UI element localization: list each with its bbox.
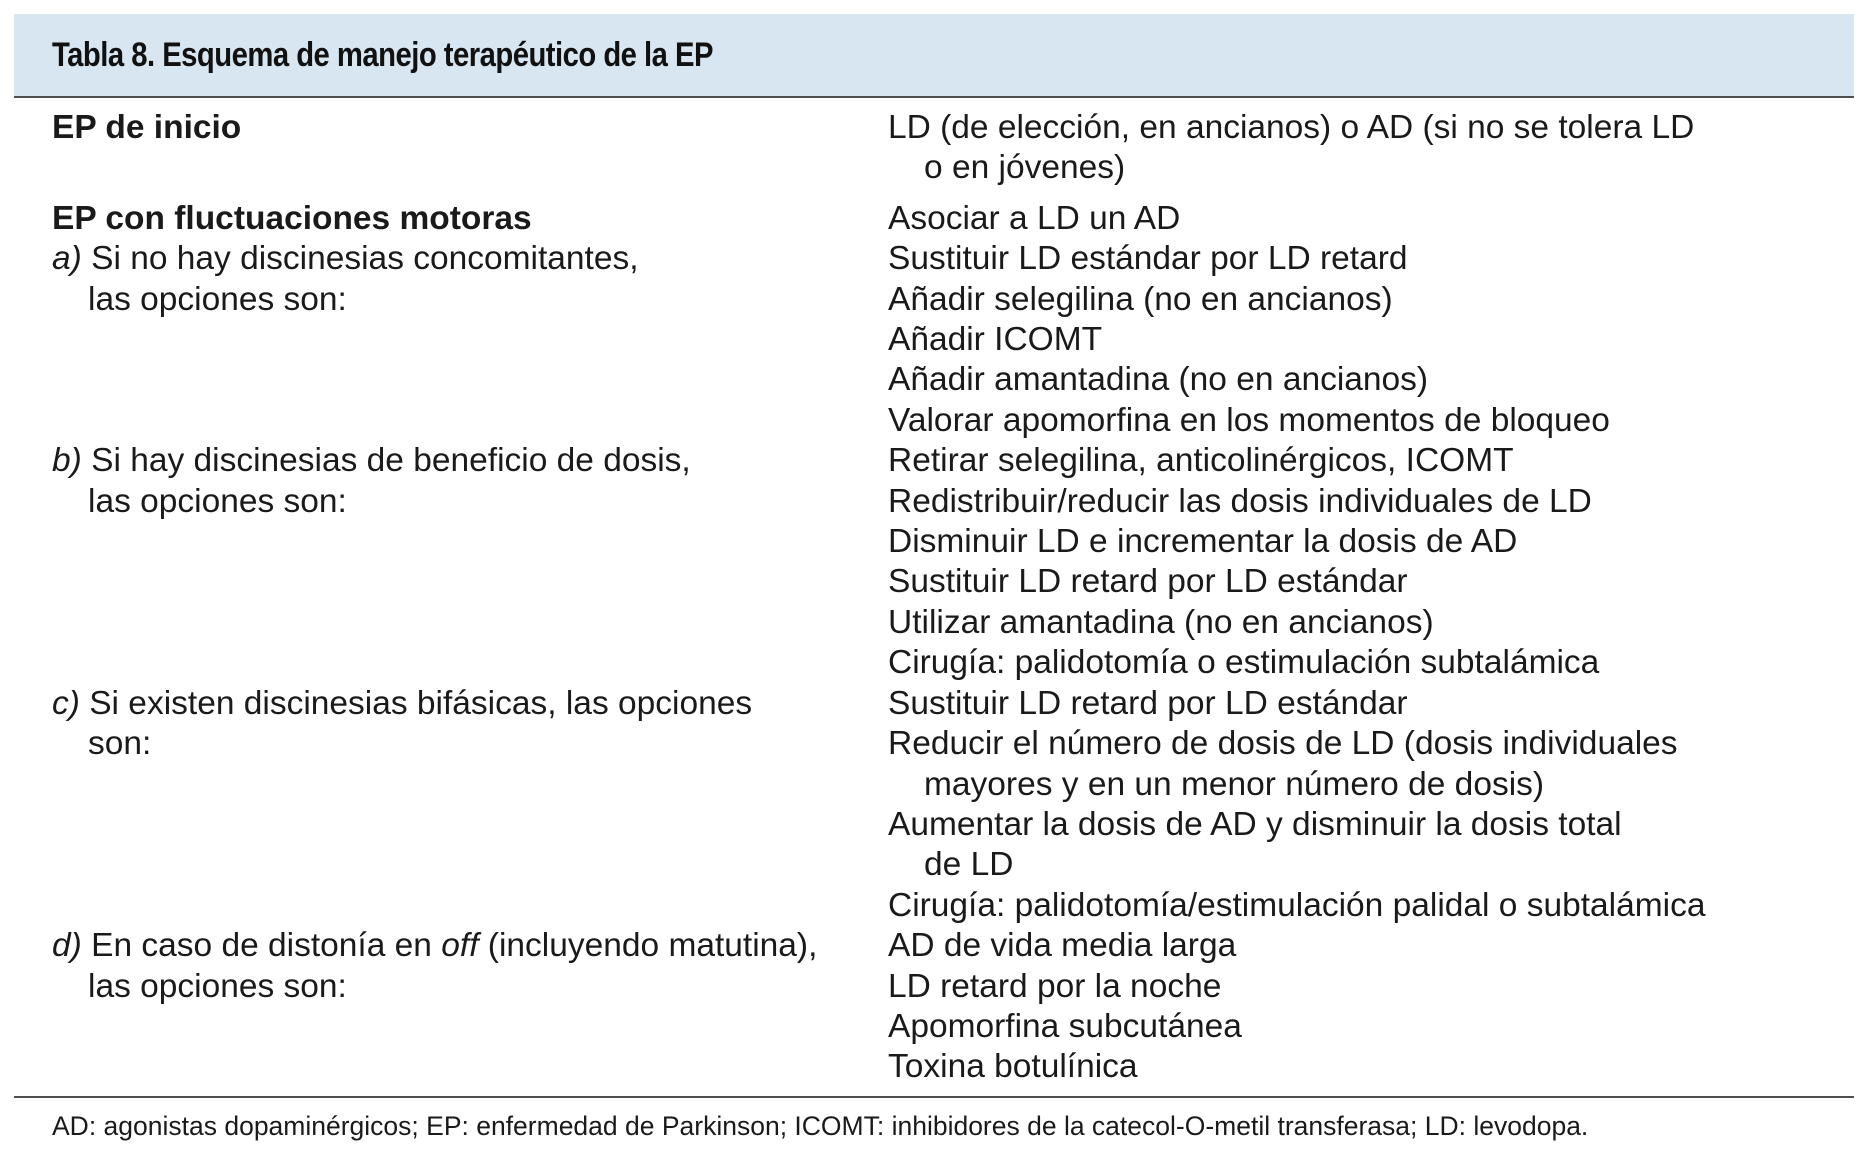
table-title-bar [14, 14, 1854, 98]
option-line: Añadir amantadina (no en ancianos) [888, 361, 1429, 399]
table-footnote: AD: agonistas dopaminérgicos; EP: enfermedad de Parkinson; ICOMT: inhibidores de la catecol-O-metil transferasa; LD: levodopa. [52, 1111, 1589, 1141]
case-d-options [888, 926, 1854, 1088]
case-marker: b) [52, 442, 82, 480]
option-line: Sustituir LD estándar por LD retard [888, 240, 1408, 278]
table-bottom-rule [14, 1096, 1854, 1098]
table-title: Tabla 8. Esquema de manejo terapéutico de la EP [52, 35, 713, 74]
case-text: Si no hay discinesias concomitantes, [81, 240, 639, 278]
case-c-label [14, 684, 888, 926]
case-b-label [14, 441, 888, 683]
case-c-options [888, 684, 1854, 926]
case-text: En caso de distonía en [81, 927, 442, 965]
case-text: Si hay discinesias de beneficio de dosis, [81, 442, 691, 480]
case-b-options [888, 441, 1854, 683]
option-line: LD retard por la noche [888, 967, 1222, 1005]
option-line: Disminuir LD e incrementar la dosis de AD [888, 523, 1518, 561]
row-options-cell [888, 199, 1854, 239]
row-case-a [14, 239, 1854, 441]
row-case-b [14, 441, 1854, 683]
option-line: LD (de elección, en ancianos) o AD (si no se tolera LD [888, 109, 1695, 146]
case-marker: c) [52, 684, 80, 722]
row-case-c [14, 684, 1854, 926]
row-label-cell [14, 108, 888, 189]
option-line: Utilizar amantadina (no en ancianos) [888, 603, 1434, 641]
option-line-continuation: mayores y en un menor número de dosis) [924, 765, 1545, 803]
section-heading-fluctuaciones: EP con fluctuaciones motoras [52, 199, 532, 237]
option-line: Reducir el número de dosis de LD (dosis individuales [888, 725, 1678, 763]
option-line: Añadir selegilina (no en ancianos) [888, 280, 1393, 318]
case-marker: a) [52, 240, 82, 278]
option-line: Cirugía: palidotomía o estimulación subtalámica [888, 644, 1600, 682]
case-text: (incluyendo matutina), [478, 927, 818, 965]
option-line: Valorar apomorfina en los momentos de bloqueo [888, 401, 1610, 439]
option-line: AD de vida media larga [888, 927, 1237, 965]
section-heading-inicio: EP de inicio [52, 109, 242, 146]
therapeutic-table [14, 14, 1854, 1088]
case-text-continuation: las opciones son: [88, 482, 347, 520]
option-line: Retirar selegilina, anticolinérgicos, ICOMT [888, 442, 1514, 480]
case-d-label [14, 926, 888, 1088]
option-line: Toxina botulínica [888, 1048, 1138, 1086]
option-line: Apomorfina subcutánea [888, 1007, 1242, 1045]
row-ep-inicio [14, 108, 1854, 189]
option-line-continuation: de LD [924, 846, 1014, 884]
row-label-cell [14, 199, 888, 239]
option-line: Redistribuir/reducir las dosis individuales de LD [888, 482, 1592, 520]
option-line: Aumentar la dosis de AD y disminuir la dosis total [888, 805, 1622, 843]
row-options-cell [888, 108, 1854, 189]
case-a-label [14, 239, 888, 441]
case-text-continuation: son: [88, 725, 152, 763]
case-text-continuation: las opciones son: [88, 280, 347, 318]
option-line: Sustituir LD retard por LD estándar [888, 684, 1408, 722]
row-case-d [14, 926, 1854, 1088]
table-body [14, 98, 1854, 1088]
option-line: Añadir ICOMT [888, 321, 1103, 359]
case-text-italic-off: off [441, 927, 479, 965]
row-ep-fluctuaciones [14, 199, 1854, 239]
case-text-continuation: las opciones son: [88, 967, 347, 1005]
case-a-options [888, 239, 1854, 441]
option-line: Sustituir LD retard por LD estándar [888, 563, 1408, 601]
option-line: Asociar a LD un AD [888, 199, 1181, 237]
case-marker: d) [52, 927, 82, 965]
option-line-continuation: o en jóvenes) [924, 149, 1126, 187]
case-text: Si existen discinesias bifásicas, las opciones [79, 684, 753, 722]
option-line: Cirugía: palidotomía/estimulación palidal o subtalámica [888, 886, 1706, 924]
